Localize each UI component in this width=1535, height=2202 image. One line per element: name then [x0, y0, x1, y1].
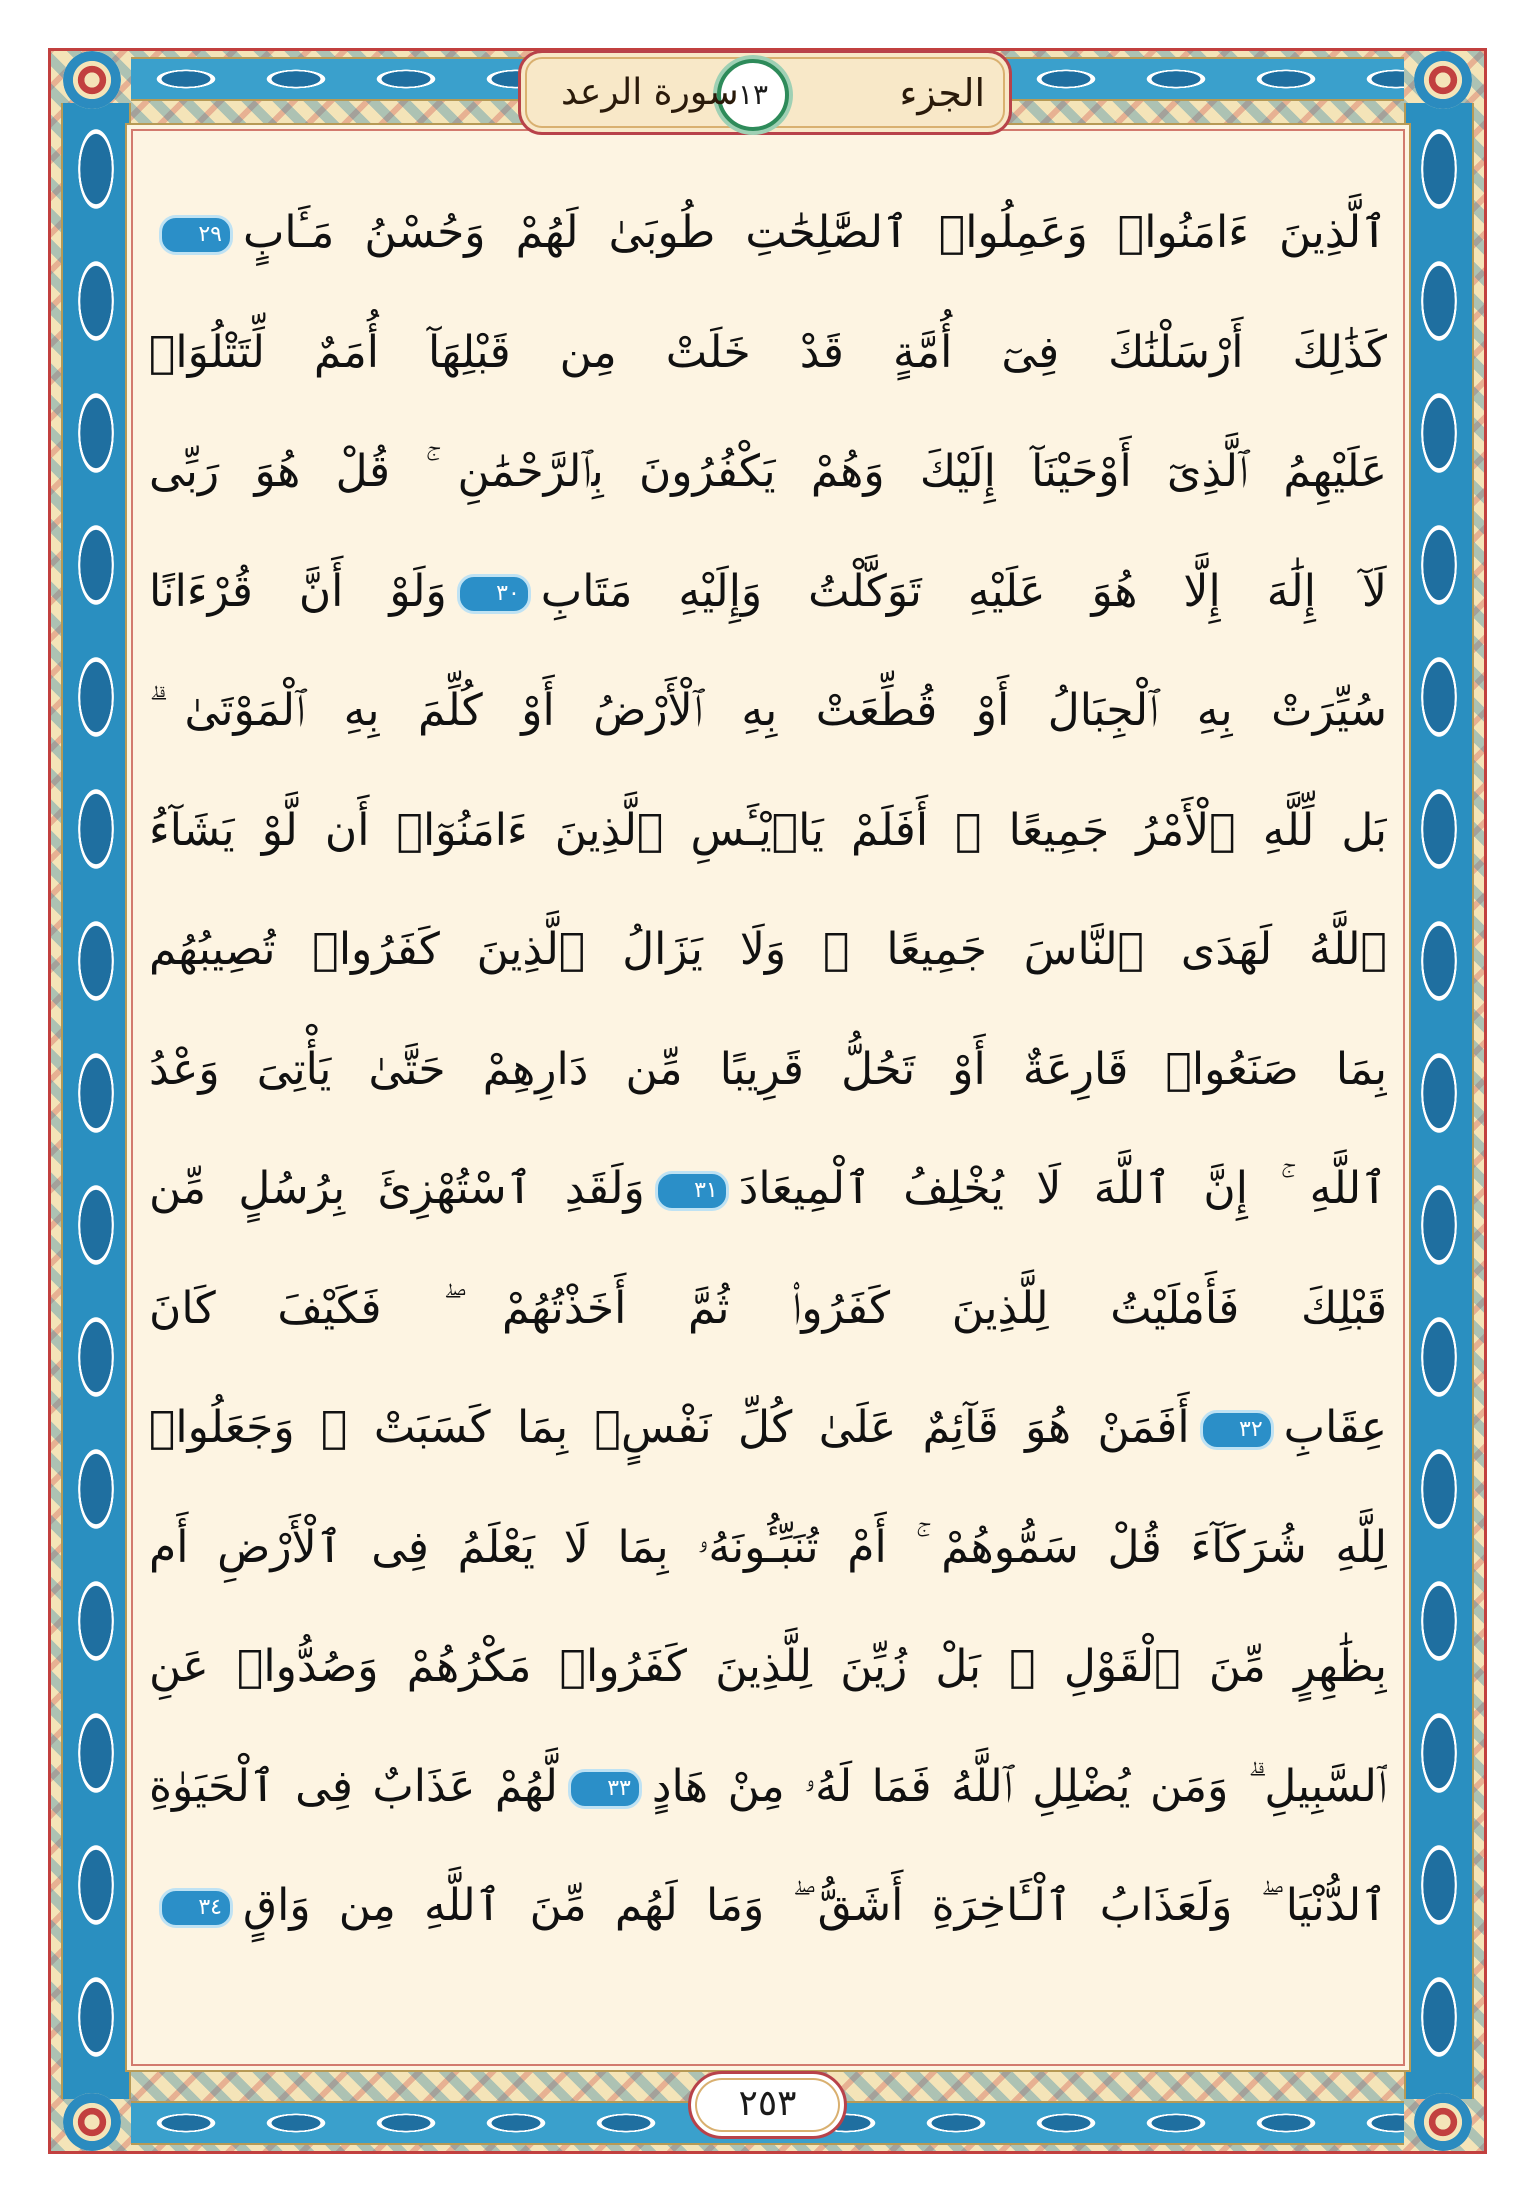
- verse-text: وَلَقَدِ ٱسْتُهْزِئَ بِرُسُلٍ مِّن: [149, 1163, 645, 1214]
- verse-line: [149, 1846, 1387, 1966]
- verse-text: ٱلَّذِينَ ءَامَنُوا۟ وَعَمِلُوا۟ ٱلصَّٰلِحَٰتِ طُوبَىٰ لَهُمْ وَحُسْنُ مَـَٔابٍ: [243, 207, 1387, 258]
- verse-text: بَل لِّلَّهِ ٱلْأَمْرُ جَمِيعًا ۗ أَفَلَمْ يَا۟يْـَٔسِ ٱلَّذِينَ ءَامَنُوٓا۟ أَن لَّوْ يَشَآءُ: [149, 804, 1387, 856]
- verse-line: [149, 1129, 1387, 1249]
- verse-text: أَفَمَنْ هُوَ قَآئِمٌ عَلَىٰ كُلِّ نَفْسٍۭ بِمَا كَسَبَتْ ۗ وَجَعَلُوا۟: [149, 1402, 1190, 1453]
- ayah-number-marker: ٣٠: [457, 574, 531, 614]
- page-header: [518, 50, 1012, 135]
- juz-label: الجزء: [899, 71, 985, 115]
- verse-line: [149, 293, 1387, 413]
- page-number: ٢٥٣: [688, 2071, 847, 2139]
- ayah-number-marker: ٢٩: [159, 215, 233, 255]
- juz-number-badge: ١٣: [717, 59, 789, 131]
- verse-text: عِقَابِ: [1283, 1402, 1387, 1453]
- ayah-number-marker: ٣٤: [159, 1888, 233, 1928]
- verse-text: ٱللَّهِ ۚ إِنَّ ٱللَّهَ لَا يُخْلِفُ ٱلْمِيعَادَ: [738, 1163, 1387, 1214]
- verse-line: [149, 1488, 1387, 1608]
- ayah-number-marker: ٣٢: [1200, 1410, 1274, 1450]
- verse-text: بِمَا صَنَعُوا۟ قَارِعَةٌ أَوْ تَحُلُّ قَرِيبًا مِّن دَارِهِمْ حَتَّىٰ يَأْتِىَ وَعْدُ: [149, 1043, 1387, 1095]
- ornamental-border-left: [61, 103, 131, 2099]
- ayah-number-marker: ٣١: [655, 1171, 729, 1211]
- verse-text: بِظَٰهِرٍ مِّنَ ٱلْقَوْلِ ۗ بَلْ زُيِّنَ لِلَّذِينَ كَفَرُوا۟ مَكْرُهُمْ وَصُدُّوا۟ عَنِ: [149, 1641, 1387, 1692]
- verse-text: كَذَٰلِكَ أَرْسَلْنَٰكَ فِىٓ أُمَّةٍ قَدْ خَلَتْ مِن قَبْلِهَآ أُمَمٌ لِّتَتْلُوَا۟: [149, 326, 1387, 378]
- verse-text: قَبْلِكَ فَأَمْلَيْتُ لِلَّذِينَ كَفَرُوا۟ ثُمَّ أَخَذْتُهُمْ ۖ فَكَيْفَ كَانَ: [149, 1282, 1387, 1334]
- verse-line: [149, 1010, 1387, 1130]
- verse-line: [149, 532, 1387, 652]
- corner-rosette-icon: [1414, 51, 1472, 109]
- verse-text: لَّهُمْ عَذَابٌ فِى ٱلْحَيَوٰةِ: [149, 1760, 558, 1812]
- verse-lines: [149, 173, 1387, 1966]
- verse-line: [149, 1249, 1387, 1369]
- ornamental-border-right: [1404, 103, 1474, 2099]
- verse-line: [149, 1607, 1387, 1727]
- verse-text: وَلَوْ أَنَّ قُرْءَانًا: [149, 565, 447, 617]
- verse-text: لَآ إِلَٰهَ إِلَّا هُوَ عَلَيْهِ تَوَكَّلْتُ وَإِلَيْهِ مَتَابِ: [540, 565, 1387, 617]
- corner-rosette-icon: [1414, 2093, 1472, 2151]
- verse-line: [149, 1368, 1387, 1488]
- surah-name: سورة الرعد: [561, 72, 739, 113]
- verse-text: عَلَيْهِمُ ٱلَّذِىٓ أَوْحَيْنَآ إِلَيْكَ وَهُمْ يَكْفُرُونَ بِٱلرَّحْمَٰنِ ۚ قُلْ هُوَ رَبِّى: [149, 446, 1387, 497]
- verse-text: لِلَّهِ شُرَكَآءَ قُلْ سَمُّوهُمْ ۚ أَمْ تُنَبِّـُٔونَهُۥ بِمَا لَا يَعْلَمُ فِى ٱلْأَرْضِ أَم: [149, 1521, 1387, 1573]
- verse-line: [149, 890, 1387, 1010]
- verse-line: [149, 771, 1387, 891]
- verse-line: [149, 651, 1387, 771]
- ayah-number-marker: ٣٣: [568, 1769, 642, 1809]
- corner-rosette-icon: [63, 51, 121, 109]
- verse-line: [149, 173, 1387, 293]
- verse-line: [149, 1727, 1387, 1847]
- verse-text: ٱللَّهُ لَهَدَى ٱلنَّاسَ جَمِيعًا ۗ وَلَا يَزَالُ ٱلَّذِينَ كَفَرُوا۟ تُصِيبُهُم: [149, 924, 1387, 975]
- verse-text: سُيِّرَتْ بِهِ ٱلْجِبَالُ أَوْ قُطِّعَتْ بِهِ ٱلْأَرْضُ أَوْ كُلِّمَ بِهِ ٱلْمَوْتَىٰ ۗ: [149, 685, 1387, 736]
- verse-text: ٱلدُّنْيَا ۖ وَلَعَذَابُ ٱلْـَٔاخِرَةِ أَشَقُّ ۖ وَمَا لَهُم مِّنَ ٱللَّهِ مِن وَاقٍ: [243, 1880, 1387, 1931]
- corner-rosette-icon: [63, 2093, 121, 2151]
- verse-line: [149, 412, 1387, 532]
- verse-text: ٱلسَّبِيلِ ۗ وَمَن يُضْلِلِ ٱللَّهُ فَمَا لَهُۥ مِنْ هَادٍ: [651, 1760, 1387, 1812]
- quran-text-panel: [125, 123, 1411, 2072]
